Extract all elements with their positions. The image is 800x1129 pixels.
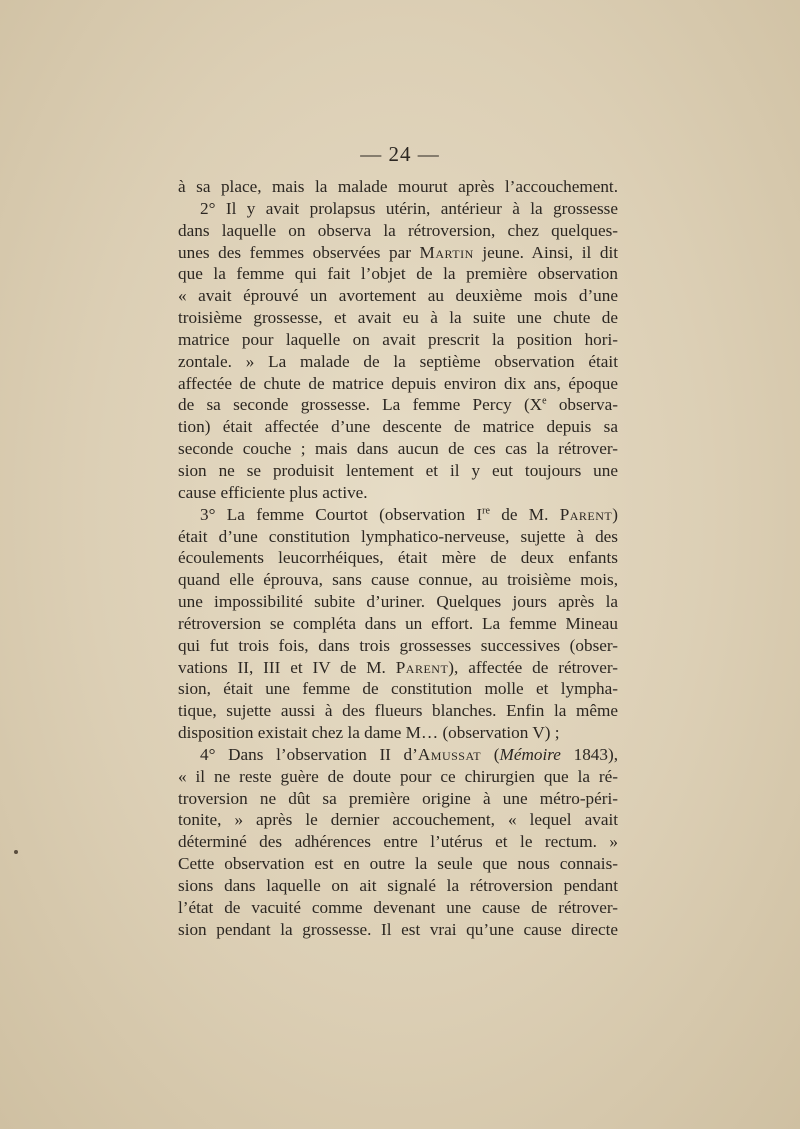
text-line	[178, 373, 618, 395]
text-line-pre: vations II, III et IV de M.	[178, 657, 396, 677]
text-line	[178, 831, 618, 853]
text-line-sc: Amussat	[417, 744, 482, 764]
text-line	[178, 744, 618, 766]
text-line-sup: re	[482, 504, 490, 516]
text-line	[178, 351, 618, 373]
text-line-text: cause efficiente plus active.	[178, 482, 368, 502]
text-line-text: écoulements leucorrhéiques, était mère de deux enfants	[178, 548, 618, 568]
text-line	[178, 198, 618, 220]
text-line	[178, 329, 618, 351]
text-line	[178, 526, 618, 548]
text-line	[178, 242, 618, 264]
text-line-text: sion ne se produisit lentement et il y eut toujours une	[178, 460, 618, 480]
text-line-mid: (	[481, 744, 500, 764]
text-line-text: tique, sujette aussi à des flueurs blanches. Enfin la même	[178, 701, 618, 721]
text-line	[178, 438, 618, 460]
text-line-text: disposition existait chez la dame M… (observation V) ;	[178, 723, 560, 743]
text-line-pre: de sa seconde grossesse. La femme Percy (X	[178, 395, 543, 415]
text-line-text: qui fut trois fois, dans trois grossesses successives (obser-	[178, 635, 618, 655]
text-line-text: « il ne reste guère de doute pour ce chirurgien que la ré-	[178, 766, 618, 786]
text-line-text: Cette observation est en outre la seule que nous connais-	[178, 854, 618, 874]
text-line-text: sion pendant la grossesse. Il est vrai qu’une cause directe	[178, 919, 618, 939]
text-line	[178, 394, 618, 416]
text-line-text: dans laquelle on observa la rétroversion, chez quelques-	[178, 220, 618, 240]
text-line-text: « avait éprouvé un avortement au deuxième mois d’une	[178, 286, 618, 306]
text-line	[178, 569, 618, 591]
text-line-text: troversion ne dût sa première origine à une métro-péri-	[178, 788, 618, 808]
text-line-it: Mémoire	[499, 744, 561, 764]
text-line	[178, 176, 618, 198]
text-line-text: à sa place, mais la malade mourut après l’accouchement.	[178, 177, 618, 196]
text-line-text: troisième grossesse, et avait eu à la suite une chute de	[178, 308, 618, 328]
text-line-pre: 3° La femme Courtot (observation I	[200, 504, 483, 524]
text-line-text: sion, était une femme de constitution molle et lympha-	[178, 679, 618, 699]
text-line-mid: de M.	[489, 504, 560, 524]
text-line-text: tonite, » après le dernier accouchement, « lequel avait	[178, 810, 618, 830]
text-line	[178, 220, 618, 242]
text-line-post: observa-	[546, 395, 618, 415]
text-line-text: déterminé des adhérences entre l’utérus et le rectum. »	[178, 832, 618, 852]
text-line	[178, 678, 618, 700]
text-line-text: matrice pour laquelle on avait prescrit la position hori-	[178, 329, 618, 349]
text-line-text: était d’une constitution lymphatico-nerveuse, sujette à des	[178, 526, 618, 546]
text-line	[178, 722, 618, 744]
text-line-text: l’état de vacuité comme devenant une cause de rétrover-	[178, 897, 618, 917]
text-line	[178, 547, 618, 569]
text-line-text: 2° Il y avait prolapsus utérin, antérieur à la grossesse	[200, 198, 618, 218]
text-line-pre: unes des femmes observées par	[178, 242, 420, 262]
text-line	[178, 307, 618, 329]
text-line	[178, 613, 618, 635]
text-line	[178, 591, 618, 613]
text-line-post: 1843),	[560, 744, 618, 764]
text-line-sc: Parent	[395, 657, 449, 677]
text-line	[178, 919, 618, 941]
text-line	[178, 416, 618, 438]
text-line	[178, 875, 618, 897]
text-line-pre: 4° Dans l’observation II d’	[200, 744, 418, 764]
text-line-sc: Martin	[419, 242, 474, 262]
text-line-post: jeune. Ainsi, il dit	[473, 242, 618, 262]
text-line-text: zontale. » La malade de la septième observation était	[178, 351, 618, 371]
text-line	[178, 263, 618, 285]
text-line	[178, 635, 618, 657]
text-line-text: quand elle éprouva, sans cause connue, au troisième mois,	[178, 570, 618, 590]
page-number: — 24 —	[360, 142, 440, 166]
text-line-post: ), affectée de rétrover-	[448, 657, 618, 677]
text-line-text: seconde couche ; mais dans aucun de ces cas la rétrover-	[178, 439, 618, 459]
text-line	[178, 460, 618, 482]
text-line	[178, 788, 618, 810]
text-line-text: tion) était affectée d’une descente de matrice depuis sa	[178, 417, 618, 437]
text-line	[178, 504, 618, 526]
text-line	[178, 285, 618, 307]
text-line	[178, 897, 618, 919]
text-line	[178, 809, 618, 831]
text-line-text: que la femme qui fait l’objet de la première observation	[178, 264, 618, 284]
text-line-text: rétroversion se compléta dans un effort. La femme Mineau	[178, 613, 618, 633]
text-line-sc: Parent	[559, 504, 613, 524]
body-text	[178, 176, 618, 941]
text-line	[178, 853, 618, 875]
text-line-sup: e	[542, 395, 547, 407]
margin-mark	[14, 850, 18, 854]
text-line	[178, 700, 618, 722]
text-line-text: sions dans laquelle on ait signalé la rétroversion pendant	[178, 876, 618, 895]
text-line	[178, 766, 618, 788]
text-line	[178, 657, 618, 679]
text-line	[178, 482, 618, 504]
text-line-text: une impossibilité subite d’uriner. Quelques jours après la	[178, 592, 618, 612]
text-line-text: affectée de chute de matrice depuis environ dix ans, époque	[178, 373, 618, 393]
text-line-post: )	[612, 504, 618, 524]
